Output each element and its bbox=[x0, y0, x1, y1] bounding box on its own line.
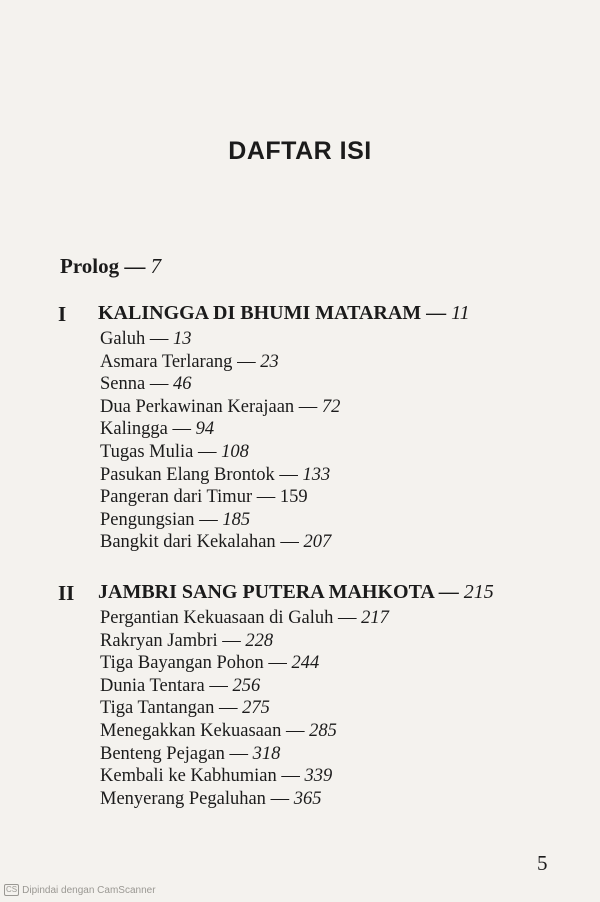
chapter-page: 11 bbox=[451, 302, 470, 324]
toc-entry-page: 228 bbox=[245, 630, 274, 651]
toc-entry: Menegakkan Kekuasaan — 285 bbox=[100, 720, 337, 741]
prolog-page: 7 bbox=[150, 254, 162, 278]
toc-entry: Pengungsian — 185 bbox=[100, 509, 251, 530]
chapter-title: KALINGGA DI BHUMI MATARAM bbox=[98, 302, 422, 324]
toc-entry-label: Pasukan Elang Brontok bbox=[100, 464, 275, 485]
toc-entry-page: 46 bbox=[172, 374, 192, 395]
toc-entry-label: Pergantian Kekuasaan di Galuh bbox=[100, 608, 334, 628]
toc-entry-page: 365 bbox=[293, 788, 322, 809]
toc-entry-label: Asmara Terlarang bbox=[100, 351, 233, 372]
toc-entry-page: 275 bbox=[242, 698, 270, 719]
chapter-numeral: I bbox=[58, 302, 67, 326]
show-through-text bbox=[150, 40, 450, 56]
toc-entry: Asmara Terlarang — 23 bbox=[100, 351, 279, 372]
toc-entry-label: Rakryan Jambri bbox=[100, 630, 218, 651]
prolog-entry bbox=[60, 254, 161, 279]
toc-entry-label: Kembali ke Kabhumian bbox=[100, 766, 277, 787]
toc-entry-page: 23 bbox=[260, 351, 279, 372]
scanner-watermark bbox=[4, 884, 156, 896]
toc-entry-label: Tiga Bayangan Pohon bbox=[100, 653, 264, 674]
toc-entry: Kembali ke Kabhumian — 339 bbox=[100, 766, 333, 787]
chapter-numeral: II bbox=[58, 581, 75, 605]
toc-entry: Pergantian Kekuasaan di Galuh — 217 bbox=[100, 608, 389, 628]
toc-entry-page: 339 bbox=[304, 766, 333, 787]
chapter-title: JAMBRI SANG PUTERA MAHKOTA bbox=[98, 581, 434, 603]
toc-entry: Kalingga — 94 bbox=[100, 419, 215, 440]
toc-entry-page: 185 bbox=[222, 509, 251, 530]
toc-entry: Tiga Tantangan — 275 bbox=[100, 698, 270, 719]
toc-entry-page: 13 bbox=[172, 329, 192, 349]
toc-entry: Dunia Tentara — 256 bbox=[100, 675, 261, 696]
toc-entry: Pasukan Elang Brontok — 133 bbox=[100, 464, 331, 485]
toc-entry-page: 285 bbox=[309, 720, 337, 741]
toc-entry: Tugas Mulia — 108 bbox=[100, 441, 249, 462]
chapter-page: 215 bbox=[463, 581, 494, 603]
toc-entry-label: Galuh bbox=[100, 329, 146, 349]
toc-entry-label: Senna bbox=[100, 374, 146, 395]
toc-entry: Pangeran dari Timur — 159 bbox=[100, 487, 308, 508]
toc-entry-page: 72 bbox=[321, 396, 341, 417]
toc-entry: Benteng Pejagan — 318 bbox=[100, 743, 281, 764]
toc-entry-label: Bangkit dari Kekalahan bbox=[100, 532, 276, 553]
chapter-1-entries bbox=[100, 328, 340, 554]
toc-entry-page: 94 bbox=[195, 419, 215, 440]
toc-entry-page: 256 bbox=[232, 675, 261, 696]
toc-entry-label: Tiga Tantangan bbox=[100, 698, 215, 719]
toc-entry-label: Dua Perkawinan Kerajaan bbox=[100, 396, 295, 417]
dash: — bbox=[124, 254, 151, 278]
toc-entry: Rakryan Jambri — 228 bbox=[100, 630, 274, 651]
toc-entry-label: Pengungsian bbox=[100, 509, 195, 530]
toc-entry-label: Menegakkan Kekuasaan bbox=[100, 720, 282, 741]
toc-entry: Menyerang Pegaluhan — 365 bbox=[100, 788, 322, 809]
toc-entry-label: Menyerang Pegaluhan bbox=[100, 788, 266, 809]
toc-entry-label: Dunia Tentara bbox=[100, 675, 205, 696]
toc-entry-label: Pangeran dari Timur bbox=[100, 487, 253, 508]
prolog-label: Prolog bbox=[60, 254, 120, 278]
toc-entry: Senna — 46 bbox=[100, 374, 192, 395]
toc-entry: Dua Perkawinan Kerajaan — 72 bbox=[100, 396, 341, 417]
toc-entry-page: 217 bbox=[361, 608, 389, 628]
toc-entry-page: 133 bbox=[302, 464, 331, 485]
camscanner-icon: CS bbox=[6, 885, 18, 894]
toc-entry-page: 318 bbox=[252, 743, 281, 764]
toc-entry-page: 159 bbox=[279, 487, 308, 508]
toc-entry-page: 108 bbox=[221, 441, 249, 462]
chapter-2-entries bbox=[100, 607, 389, 810]
page-number: 5 bbox=[537, 851, 548, 875]
toc-entry: Tiga Bayangan Pohon — 244 bbox=[100, 653, 320, 674]
toc-entry-page: 244 bbox=[291, 653, 320, 674]
chapter-heading: JAMBRI SANG PUTERA MAHKOTA — 215 bbox=[98, 581, 494, 603]
page-title: DAFTAR ISI bbox=[228, 137, 372, 165]
toc-entry-page: 207 bbox=[303, 532, 332, 553]
toc-entry: Bangkit dari Kekalahan — 207 bbox=[100, 532, 332, 553]
toc-entry-label: Tugas Mulia bbox=[100, 441, 194, 462]
toc-entry: Galuh — 13 bbox=[100, 329, 192, 349]
chapter-heading: KALINGGA DI BHUMI MATARAM — 11 bbox=[98, 302, 470, 324]
toc-entry-label: Kalingga bbox=[100, 419, 168, 440]
scanner-watermark-text: Dipindai dengan CamScanner bbox=[22, 884, 156, 896]
toc-entry-label: Benteng Pejagan bbox=[100, 743, 225, 764]
